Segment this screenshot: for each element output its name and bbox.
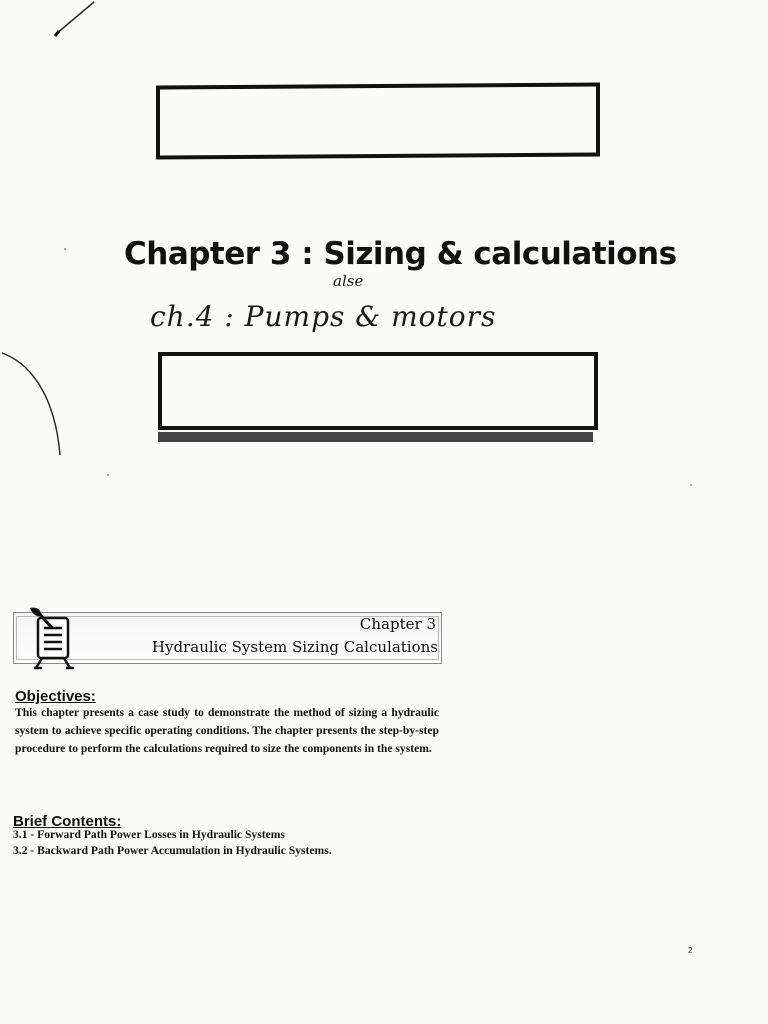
banner-chapter-title: Hydraulic System Sizing Calculations	[151, 638, 438, 656]
objectives-heading: Objectives:	[15, 688, 96, 705]
empty-box-middle	[158, 352, 598, 430]
page-number: 2	[688, 946, 693, 955]
scroll-quill-icon	[20, 606, 82, 670]
speck	[690, 484, 692, 486]
handwritten-note-small: alse	[333, 272, 364, 290]
handwritten-note-chapter-4: ch.4 : Pumps & motors	[150, 300, 497, 333]
pen-curve-scribble	[0, 345, 70, 460]
speck	[107, 474, 109, 476]
empty-box-top	[156, 82, 600, 159]
chapter-heading: Chapter 3 : Sizing & calculations	[124, 236, 677, 272]
list-item: 3.1 - Forward Path Power Losses in Hydraulic Systems	[13, 828, 285, 841]
speck	[64, 248, 66, 250]
banner-chapter-number: Chapter 3	[359, 615, 436, 633]
objectives-paragraph: This chapter presents a case study to demonstrate the method of sizing a hydraulic system to achieve specific operating conditions. The chapter presents the step-by-step procedure to perform the calculations required to size the components in the system.	[15, 706, 439, 755]
brief-contents-heading: Brief Contents:	[13, 813, 122, 830]
brief-contents-list	[13, 827, 332, 859]
list-item: 3.2 - Backward Path Power Accumulation in Hydraulic Systems.	[13, 844, 332, 857]
divider-bar	[158, 432, 593, 442]
pen-mark-scribble	[50, 0, 100, 40]
